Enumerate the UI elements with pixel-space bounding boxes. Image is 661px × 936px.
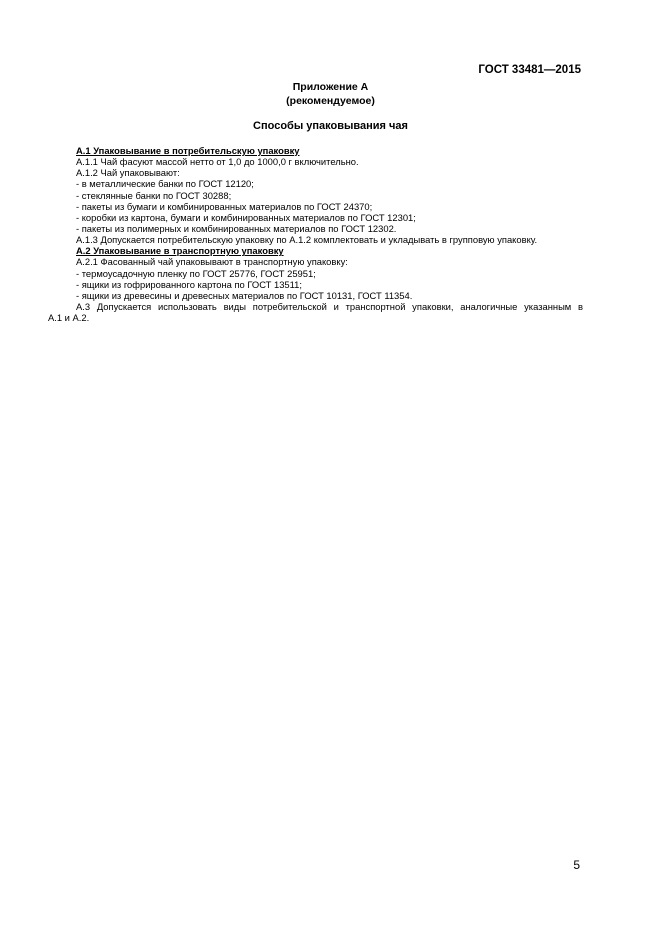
list-item-a2-1: - ящики из древесины и древесных материалов по ГОСТ 10131, ГОСТ 11354. xyxy=(76,289,413,301)
heading-a1: А.1 Упаковывание в потребительскую упаковку xyxy=(76,145,300,156)
heading-a2: А.2 Упаковывание в транспортную упаковку xyxy=(76,245,284,257)
list-item-a1-2: - пакеты из бумаги и комбинированных материалов по ГОСТ 24370; xyxy=(76,200,373,212)
clause-a2-1: А.2.1 Фасованный чай упаковывают в транспортную упаковку: xyxy=(76,256,348,268)
list-item-a1-2: - пакеты из полимерных и комбинированных материалов по ГОСТ 12302. xyxy=(76,222,397,234)
clause-a1-1: А.1.1 Чай фасуют массой нетто от 1,0 до 1000,0 г включительно. xyxy=(76,156,359,168)
section-main-title: Способы упаковывания чая xyxy=(253,120,408,132)
list-item-a2-1: - термоусадочную пленку по ГОСТ 25776, ГОСТ 25951; xyxy=(76,267,316,279)
appendix-status: (рекомендуемое) xyxy=(286,95,375,107)
clause-a3: А.3 Допускается использовать виды потребительской и транспортной упаковки, аналогичные указанным в xyxy=(76,300,583,312)
appendix-title: Приложение А xyxy=(292,81,369,93)
list-item-a1-2: - стеклянные банки по ГОСТ 30288; xyxy=(76,189,232,201)
page-number: 5 xyxy=(573,858,580,872)
clause-a1-2: А.1.2 Чай упаковывают: xyxy=(76,167,180,179)
list-item-a1-2: - коробки из картона, бумаги и комбинированных материалов по ГОСТ 12301; xyxy=(76,211,416,223)
clause-a3-continuation: А.1 и А.2. xyxy=(48,312,90,324)
list-item-a2-1: - ящики из гофрированного картона по ГОСТ 13511; xyxy=(76,278,302,290)
clause-a1-3: А.1.3 Допускается потребительскую упаковку по А.1.2 комплектовать и укладывать в групповую упаковку. xyxy=(76,234,538,246)
document-code: ГОСТ 33481—2015 xyxy=(478,64,581,76)
document-body xyxy=(48,145,583,323)
list-item-a1-2: - в металлические банки по ГОСТ 12120; xyxy=(76,178,254,190)
